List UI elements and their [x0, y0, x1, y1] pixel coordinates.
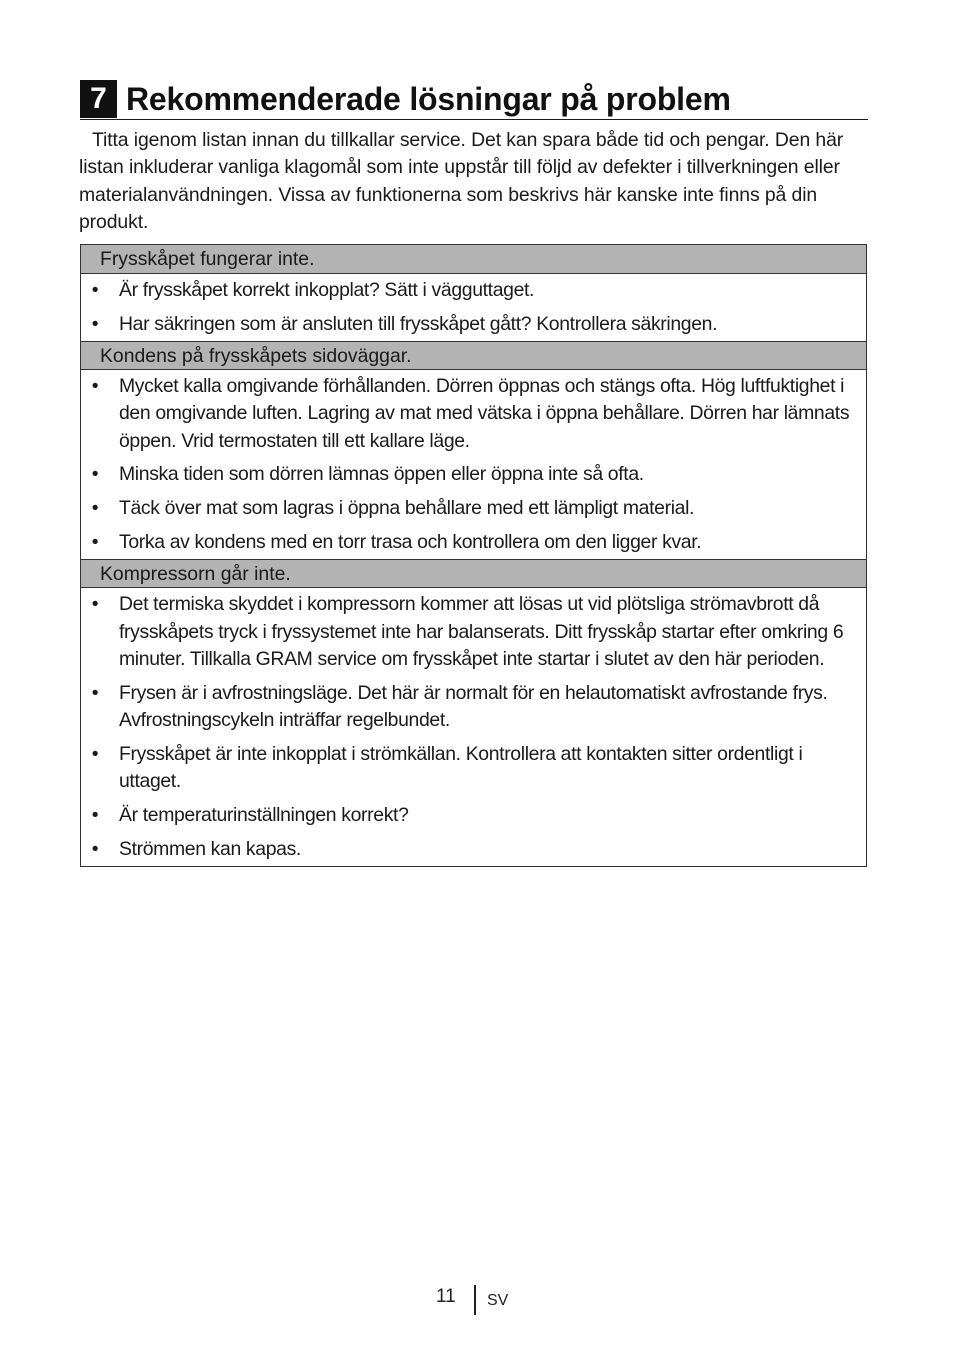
bullet-icon: •: [91, 463, 99, 486]
bullet-icon: •: [91, 497, 99, 520]
solution-text: Frysen är i avfrostningsläge. Det här är normalt för en helautomatiskt avfrostande frys. Avfrostningscykeln inträffar regelbundet.: [119, 681, 828, 732]
troubleshooting-table: [80, 244, 867, 867]
list-item: [81, 591, 866, 673]
problem-header: Kompressorn går inte.: [81, 559, 866, 588]
bullet-icon: •: [91, 312, 99, 335]
solution-list: [81, 274, 866, 341]
solution-text: Har säkringen som är ansluten till frysskåpet gått? Kontrollera säkringen.: [119, 312, 718, 335]
list-item: [81, 836, 866, 863]
intro-paragraph: Titta igenom listan innan du tillkallar service. Det kan spara både tid och pengar. Den här listan inkluderar vanliga klagomål som inte uppstår till följd av defekter i tillverkningen eller materialanvändningen. Vissa av funktionerna som beskrivs här kanske inte finns på din produkt.: [79, 129, 844, 233]
solution-text: Minska tiden som dörren lämnas öppen eller öppna inte så ofta.: [119, 463, 644, 486]
problem-header: Frysskåpet fungerar inte.: [81, 245, 866, 274]
solution-text: Mycket kalla omgivande förhållanden. Dörren öppnas och stängs ofta. Hög luftfuktighet i den omgivande luften. Lagring av mat med vätska i öppna behållare. Dörren har lämnats öppen. Vrid termostaten till ett kallare läge.: [119, 375, 850, 452]
bullet-icon: •: [91, 837, 99, 860]
page-footer: [0, 1285, 954, 1315]
solution-text: Strömmen kan kapas.: [119, 837, 301, 860]
solution-text: Det termiska skyddet i kompressorn kommer att lösas ut vid plötsliga strömavbrott då frysskåpets tryck i fryssystemet inte har balanserats. Ditt frysskåp startar efter omkring 6 minuter. Tillkalla GRAM service om frysskåpet inte startar i slutet av den här perioden.: [119, 593, 844, 670]
footer-divider: [474, 1285, 476, 1315]
bullet-icon: •: [91, 681, 99, 704]
bullet-icon: •: [91, 531, 99, 554]
solution-text: Frysskåpet är inte inkopplat i strömkällan. Kontrollera att kontakten sitter ordentligt i uttaget.: [119, 742, 803, 793]
section-heading: [80, 80, 868, 120]
list-item: [81, 802, 866, 829]
section-title: Rekommenderade lösningar på problem: [126, 81, 731, 117]
solution-list: [81, 588, 866, 866]
list-item: [81, 529, 866, 556]
list-item: [81, 277, 866, 304]
list-item: [81, 741, 866, 796]
solution-text: Torka av kondens med en torr trasa och kontrollera om den ligger kvar.: [119, 531, 702, 554]
solution-text: Är frysskåpet korrekt inkopplat? Sätt i vägguttaget.: [119, 279, 535, 301]
list-item: [81, 495, 866, 522]
solution-text: Är temperaturinställningen korrekt?: [119, 803, 409, 826]
list-item: [81, 373, 866, 455]
bullet-icon: •: [91, 375, 99, 398]
section-number-badge: 7: [80, 80, 117, 118]
list-item: [81, 680, 866, 735]
bullet-icon: •: [91, 279, 99, 301]
bullet-icon: •: [91, 742, 99, 765]
bullet-icon: •: [91, 593, 99, 616]
solution-text: Täck över mat som lagras i öppna behållare med ett lämpligt material.: [119, 497, 695, 520]
problem-header: Kondens på frysskåpets sidoväggar.: [81, 341, 866, 370]
page-number: 11: [436, 1286, 456, 1307]
bullet-icon: •: [91, 803, 99, 826]
list-item: [81, 311, 866, 338]
language-code: SV: [487, 1292, 509, 1309]
list-item: [81, 461, 866, 488]
solution-list: [81, 370, 866, 559]
